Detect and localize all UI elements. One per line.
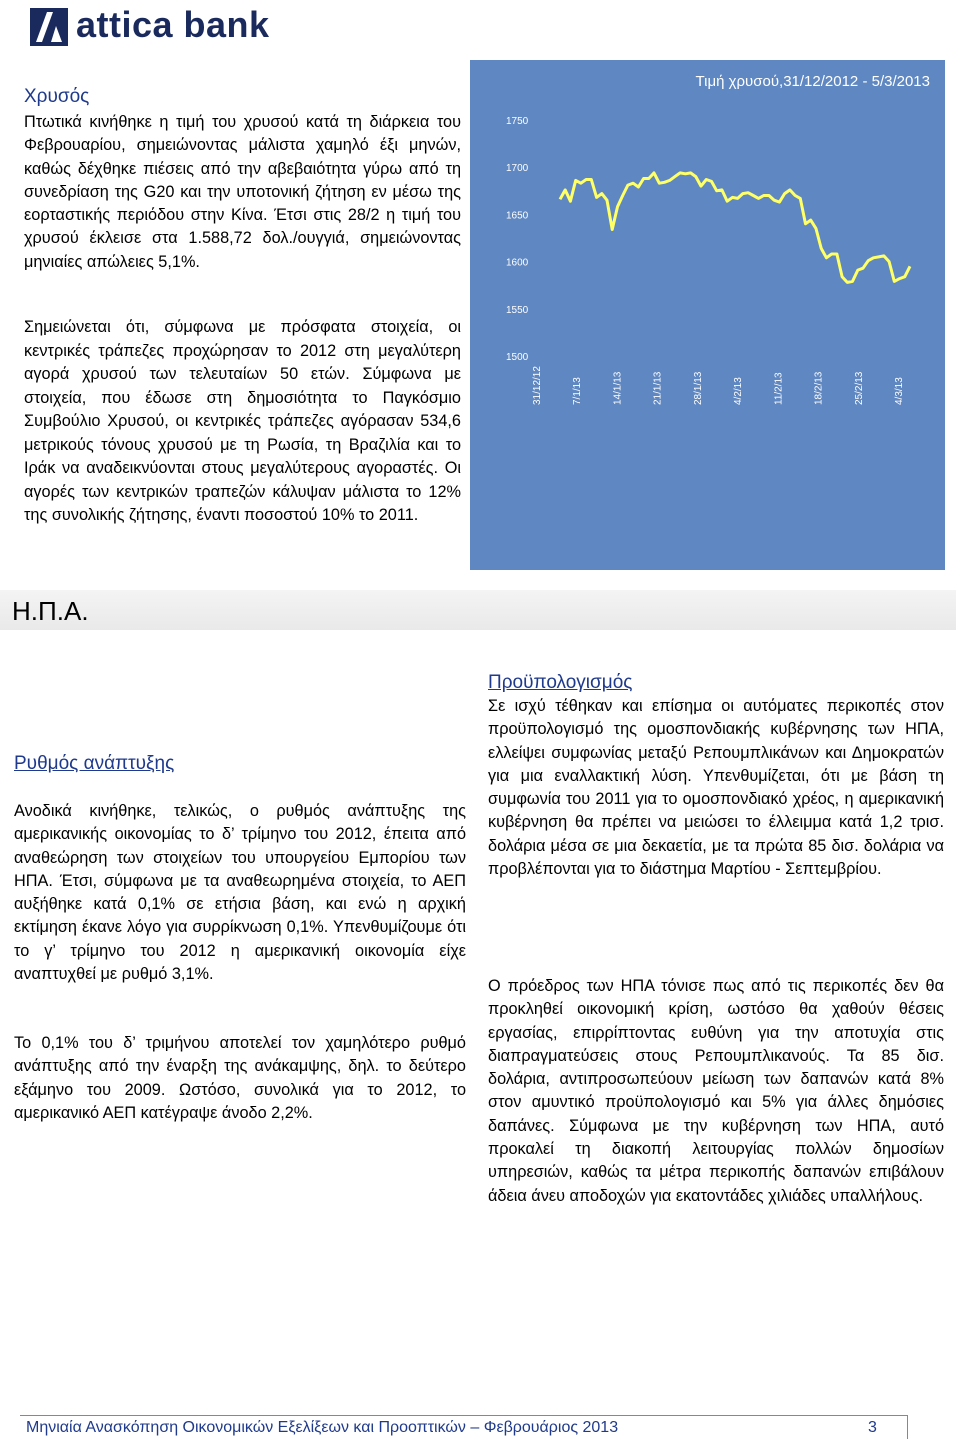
x-tick-label: 31/12/12: [532, 366, 543, 405]
growth-paragraph-2: Το 0,1% του δ’ τριμήνου αποτελεί τον χαμηλότερο ρυθμό ανάπτυξης από την έναρξη της ανάκαμψης, δηλ. το δεύτερο εξάμηνο του 2009. Ωστόσο, συνολικά για το 2012, το αμερικανικό ΑΕΠ κατέγραψε άνοδο 2,2%.: [14, 1034, 466, 1122]
x-tick-label: 25/2/13: [853, 371, 865, 405]
x-tick-label: 21/1/13: [652, 371, 664, 405]
growth-rate-heading: Ρυθμός ανάπτυξης: [14, 753, 175, 774]
y-tick-label: 1550: [506, 304, 529, 316]
logo-text: attica bank: [76, 4, 270, 45]
y-tick-label: 1750: [506, 116, 529, 127]
chart-title: Τιμή χρυσού,31/12/2012 - 5/3/2013: [695, 73, 930, 90]
gold-paragraph-2: Σημειώνεται ότι, σύμφωνα με πρόσφατα στοιχεία, οι κεντρικές τράπεζες προχώρησαν το 2012 στη μεγαλύτερη αγορά χρυσού των τελευταίων 50 ετών. Σύμφωνα με στοιχεία, που έδωσε στη δημοσιότητα το Παγκόσμιο Συμβούλιο Χρυσού, οι κεντρικές τράπεζες αγόρασαν 534,6 μετρικούς τόνους χρυσού με τη Ρωσία, τη Βραζιλία και το Ιράκ να αναδεικνύονται στους μεγαλύτερους αγοραστές. Οι αγορές των κεντρικών τραπεζών κάλυψαν μάλιστα το 12% της συνολικής ζήτησης, έναντι ποσοστού 10% το 2011.: [24, 318, 461, 524]
budget-paragraph-2: Ο πρόεδρος των ΗΠΑ τόνισε πως από τις περικοπές δεν θα προκληθεί οικονομική κρίση, ωστόσο θα χαθούν θέσεις εργασίας, επιρρίπτοντας ευθύνη για την αποτυχία στις διαπραγματεύσεις στους Ρεπουμπλικανούς. Τα 85 δισ. δολάρια, αντιπροσωπεύουν μείωση των δαπανών κατά 8% στον αμυντικό προϋπολογισμό και 5% για άλλες δημόσιες δαπάνες. Σύμφωνα με την κυβέρνηση των ΗΠΑ, αυτό προκαλεί τη διακοπή λειτουργίας πολλών δημοσίων υπηρεσιών, καθώς τα μέτρα περικοπής δαπανών επιβάλουν άδεια άνευ αποδοχών για εκατοντάδες χιλιάδες υπαλλήλους.: [488, 977, 944, 1205]
gold-section-title: Χρυσός: [24, 86, 90, 107]
y-tick-label: 1700: [506, 163, 529, 175]
growth-paragraph-1: Ανοδικά κινήθηκε, τελικώς, ο ρυθμός ανάπτυξης της αμερικανικής οικονομίας το δ’ τρίμηνο του 2012, έπειτα από αναθεώρηση των στοιχείων του υπουργείου Εμπορίου των ΗΠΑ. Έτσι, σύμφωνα με τα αναθεωρημένα στοιχεία, το ΑΕΠ αυξήθηκε κατά 0,1% σε ετήσια βάση, και ενώ η αρχική εκτίμηση έκανε λόγο για συρρίκνωση 0,1%. Υπενθυμίζουμε ότι το γ’ τρίμηνο του 2012 η αμερικανική οικονομία είχε αναπτυχθεί με ρυθμό 3,1%.: [14, 802, 466, 984]
gold-price-chart-svg: [470, 60, 945, 570]
x-tick-label: 11/2/13: [773, 372, 785, 405]
footer-vertical-divider: [907, 1415, 908, 1439]
y-tick-label: 1650: [506, 210, 529, 222]
x-tick-label: 14/1/13: [612, 371, 624, 405]
footer-page-number: 3: [868, 1419, 877, 1436]
gold-paragraph-1: Πτωτικά κινήθηκε η τιμή του χρυσού κατά τη διάρκεια του Φεβρουαρίου, σημειώνοντας μάλιστα χαμηλό έξι μηνών, καθώς δέχθηκε πιέσεις από την αβεβαιότητα γύρω από τη συνεδρίαση της G20 και την υποτονική ζήτηση εν μέσω της εορταστικής περιόδου στην Κίνα. Έτσι στις 28/2 η τιμή του χρυσού έκλεισε στα 1.588,72 δολ./ουγγιά, σημειώνοντας μηνιαίες απώλειες 5,1%.: [24, 113, 461, 271]
gold-price-series-line: [560, 173, 910, 283]
x-tick-label: 28/1/13: [692, 371, 704, 405]
footer-divider: [20, 1415, 908, 1416]
attica-bank-logo: [30, 6, 290, 50]
footer-publication-title: Μηνιαία Ανασκόπηση Οικονομικών Εξελίξεων και Προοπτικών – Φεβρουάριος 2013: [26, 1419, 619, 1436]
x-tick-label: 18/2/13: [813, 371, 825, 405]
x-tick-label: 4/2/13: [733, 377, 745, 405]
attica-logo-icon: [30, 8, 68, 46]
y-tick-label: 1500: [506, 352, 529, 363]
x-tick-label: 4/3/13: [894, 377, 905, 405]
budget-heading: Προϋπολογισμός: [488, 672, 633, 693]
budget-paragraph-1: Σε ισχύ τέθηκαν και επίσημα οι αυτόματες περικοπές στον προϋπολογισμό της ομοσπονδιακής κυβέρνησης των ΗΠΑ, ελλείψει συμφωνίας μεταξύ Ρεπουμπλικάνων και Δημοκρατών για μια εναλλακτική λύση. Υπενθυμίζεται, ότι με βάση τη συμφωνία του 2011 για το ομοσπονδιακό χρέος, η αμερικανική κυβέρνηση θα πρέπει να μειώσει το έλλειμμα κατά 1,2 τρισ. δολάρια μέσα σε μια δεκαετία, με τα πρώτα 85 δισ. δολάρια να προβλέπονται για το διάστημα Μαρτίου - Σεπτεμβρίου.: [488, 697, 944, 879]
usa-section-band: [0, 590, 956, 630]
y-tick-label: 1600: [506, 257, 529, 269]
gold-price-chart: [470, 60, 945, 570]
x-tick-label: 7/1/13: [572, 377, 584, 405]
usa-section-title: Η.Π.Α.: [12, 596, 89, 626]
